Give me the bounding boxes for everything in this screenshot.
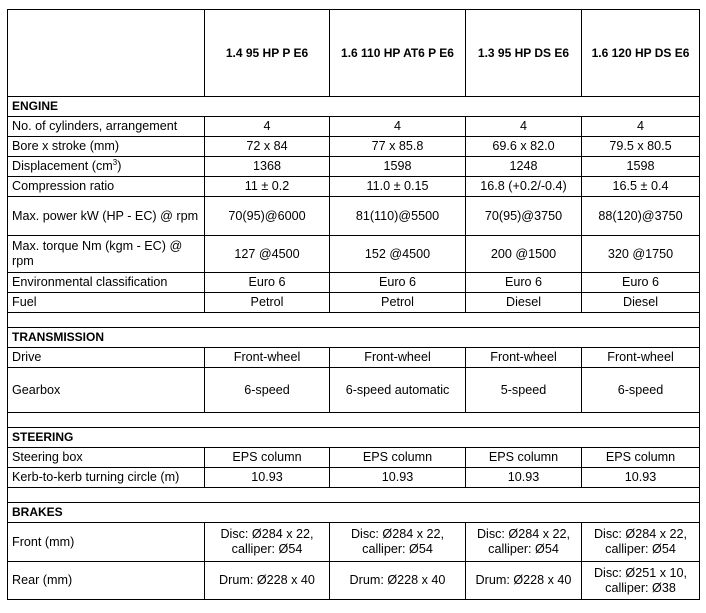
table-row (8, 368, 700, 413)
column-header: 1.4 95 HP P E6 (205, 10, 330, 97)
spacer-cell (8, 313, 700, 328)
spacer-cell (8, 488, 700, 503)
row-label: No. of cylinders, arrangement (8, 117, 205, 137)
spacer-row (8, 413, 700, 428)
section-title: TRANSMISSION (8, 328, 700, 348)
section-row-brakes (8, 503, 700, 523)
spacer-row (8, 488, 700, 503)
row-label: Environmental classification (8, 273, 205, 293)
cell-value: 70(95)@6000 (205, 197, 330, 236)
cell-value: Diesel (582, 293, 700, 313)
cell-value: Euro 6 (205, 273, 330, 293)
row-label: Max. power kW (HP - EC) @ rpm (8, 197, 205, 236)
cell-value: EPS column (466, 448, 582, 468)
row-label-text: Displacement (cm (12, 159, 113, 173)
table-row (8, 236, 700, 273)
table-row (8, 137, 700, 157)
cell-value: 4 (330, 117, 466, 137)
table-row (8, 117, 700, 137)
cell-value: EPS column (205, 448, 330, 468)
cell-value: Disc: Ø284 x 22, calliper: Ø54 (205, 523, 330, 562)
superscript: 3 (112, 157, 118, 167)
cell-value: 5-speed (466, 368, 582, 413)
cell-value: Drum: Ø228 x 40 (330, 562, 466, 600)
cell-value: 4 (466, 117, 582, 137)
cell-value: 320 @1750 (582, 236, 700, 273)
row-label: Rear (mm) (8, 562, 205, 600)
section-row-transmission (8, 328, 700, 348)
table-row (8, 293, 700, 313)
cell-value: Drum: Ø228 x 40 (466, 562, 582, 600)
cell-value: Disc: Ø284 x 22, calliper: Ø54 (466, 523, 582, 562)
table-row (8, 448, 700, 468)
column-header: 1.3 95 HP DS E6 (466, 10, 582, 97)
table-row (8, 562, 700, 600)
cell-value: 11 ± 0.2 (205, 177, 330, 197)
cell-value: 4 (205, 117, 330, 137)
cell-value: 10.93 (582, 468, 700, 488)
cell-value: 81(110)@5500 (330, 197, 466, 236)
row-label: Compression ratio (8, 177, 205, 197)
row-label (8, 157, 205, 177)
cell-value: 16.5 ± 0.4 (582, 177, 700, 197)
section-title: ENGINE (8, 97, 700, 117)
cell-value: Front-wheel (330, 348, 466, 368)
table-row (8, 468, 700, 488)
cell-value: 1598 (330, 157, 466, 177)
cell-value: 1368 (205, 157, 330, 177)
cell-value: 10.93 (330, 468, 466, 488)
row-label: Kerb-to-kerb turning circle (m) (8, 468, 205, 488)
cell-value: Drum: Ø228 x 40 (205, 562, 330, 600)
cell-value: Petrol (330, 293, 466, 313)
cell-value: Front-wheel (582, 348, 700, 368)
table-row (8, 157, 700, 177)
cell-value: Euro 6 (330, 273, 466, 293)
cell-value: 127 @4500 (205, 236, 330, 273)
cell-value: 10.93 (205, 468, 330, 488)
section-row-steering (8, 428, 700, 448)
table-row (8, 348, 700, 368)
cell-value: 200 @1500 (466, 236, 582, 273)
cell-value: 1598 (582, 157, 700, 177)
column-header: 1.6 120 HP DS E6 (582, 10, 700, 97)
header-row (8, 10, 700, 97)
cell-value: Petrol (205, 293, 330, 313)
cell-value: Front-wheel (205, 348, 330, 368)
spacer-cell (8, 413, 700, 428)
cell-value: EPS column (582, 448, 700, 468)
cell-value: 16.8 (+0.2/-0.4) (466, 177, 582, 197)
header-empty-cell (8, 10, 205, 97)
cell-value: Diesel (466, 293, 582, 313)
table-row (8, 177, 700, 197)
cell-value: 6-speed (582, 368, 700, 413)
row-label: Steering box (8, 448, 205, 468)
cell-value: Disc: Ø251 x 10, calliper: Ø38 (582, 562, 700, 600)
table-row (8, 523, 700, 562)
cell-value: 10.93 (466, 468, 582, 488)
cell-value: Euro 6 (466, 273, 582, 293)
section-title: STEERING (8, 428, 700, 448)
table-row (8, 197, 700, 236)
row-label: Bore x stroke (mm) (8, 137, 205, 157)
cell-value: 4 (582, 117, 700, 137)
cell-value: 11.0 ± 0.15 (330, 177, 466, 197)
spacer-row (8, 313, 700, 328)
row-label: Drive (8, 348, 205, 368)
row-label: Fuel (8, 293, 205, 313)
table-row (8, 273, 700, 293)
row-label: Gearbox (8, 368, 205, 413)
cell-value: 79.5 x 80.5 (582, 137, 700, 157)
section-title: BRAKES (8, 503, 700, 523)
cell-value: Euro 6 (582, 273, 700, 293)
cell-value: 69.6 x 82.0 (466, 137, 582, 157)
section-row-engine (8, 97, 700, 117)
column-header: 1.6 110 HP AT6 P E6 (330, 10, 466, 97)
cell-value: 77 x 85.8 (330, 137, 466, 157)
cell-value: 70(95)@3750 (466, 197, 582, 236)
cell-value: 88(120)@3750 (582, 197, 700, 236)
cell-value: EPS column (330, 448, 466, 468)
cell-value: Disc: Ø284 x 22, calliper: Ø54 (330, 523, 466, 562)
cell-value: Front-wheel (466, 348, 582, 368)
row-label-end: ) (117, 159, 122, 173)
spec-table (7, 9, 700, 600)
cell-value: 72 x 84 (205, 137, 330, 157)
cell-value: 6-speed automatic (330, 368, 466, 413)
cell-value: 1248 (466, 157, 582, 177)
cell-value: 152 @4500 (330, 236, 466, 273)
cell-value: Disc: Ø284 x 22, calliper: Ø54 (582, 523, 700, 562)
cell-value: 6-speed (205, 368, 330, 413)
row-label: Max. torque Nm (kgm - EC) @ rpm (8, 236, 205, 273)
row-label: Front (mm) (8, 523, 205, 562)
